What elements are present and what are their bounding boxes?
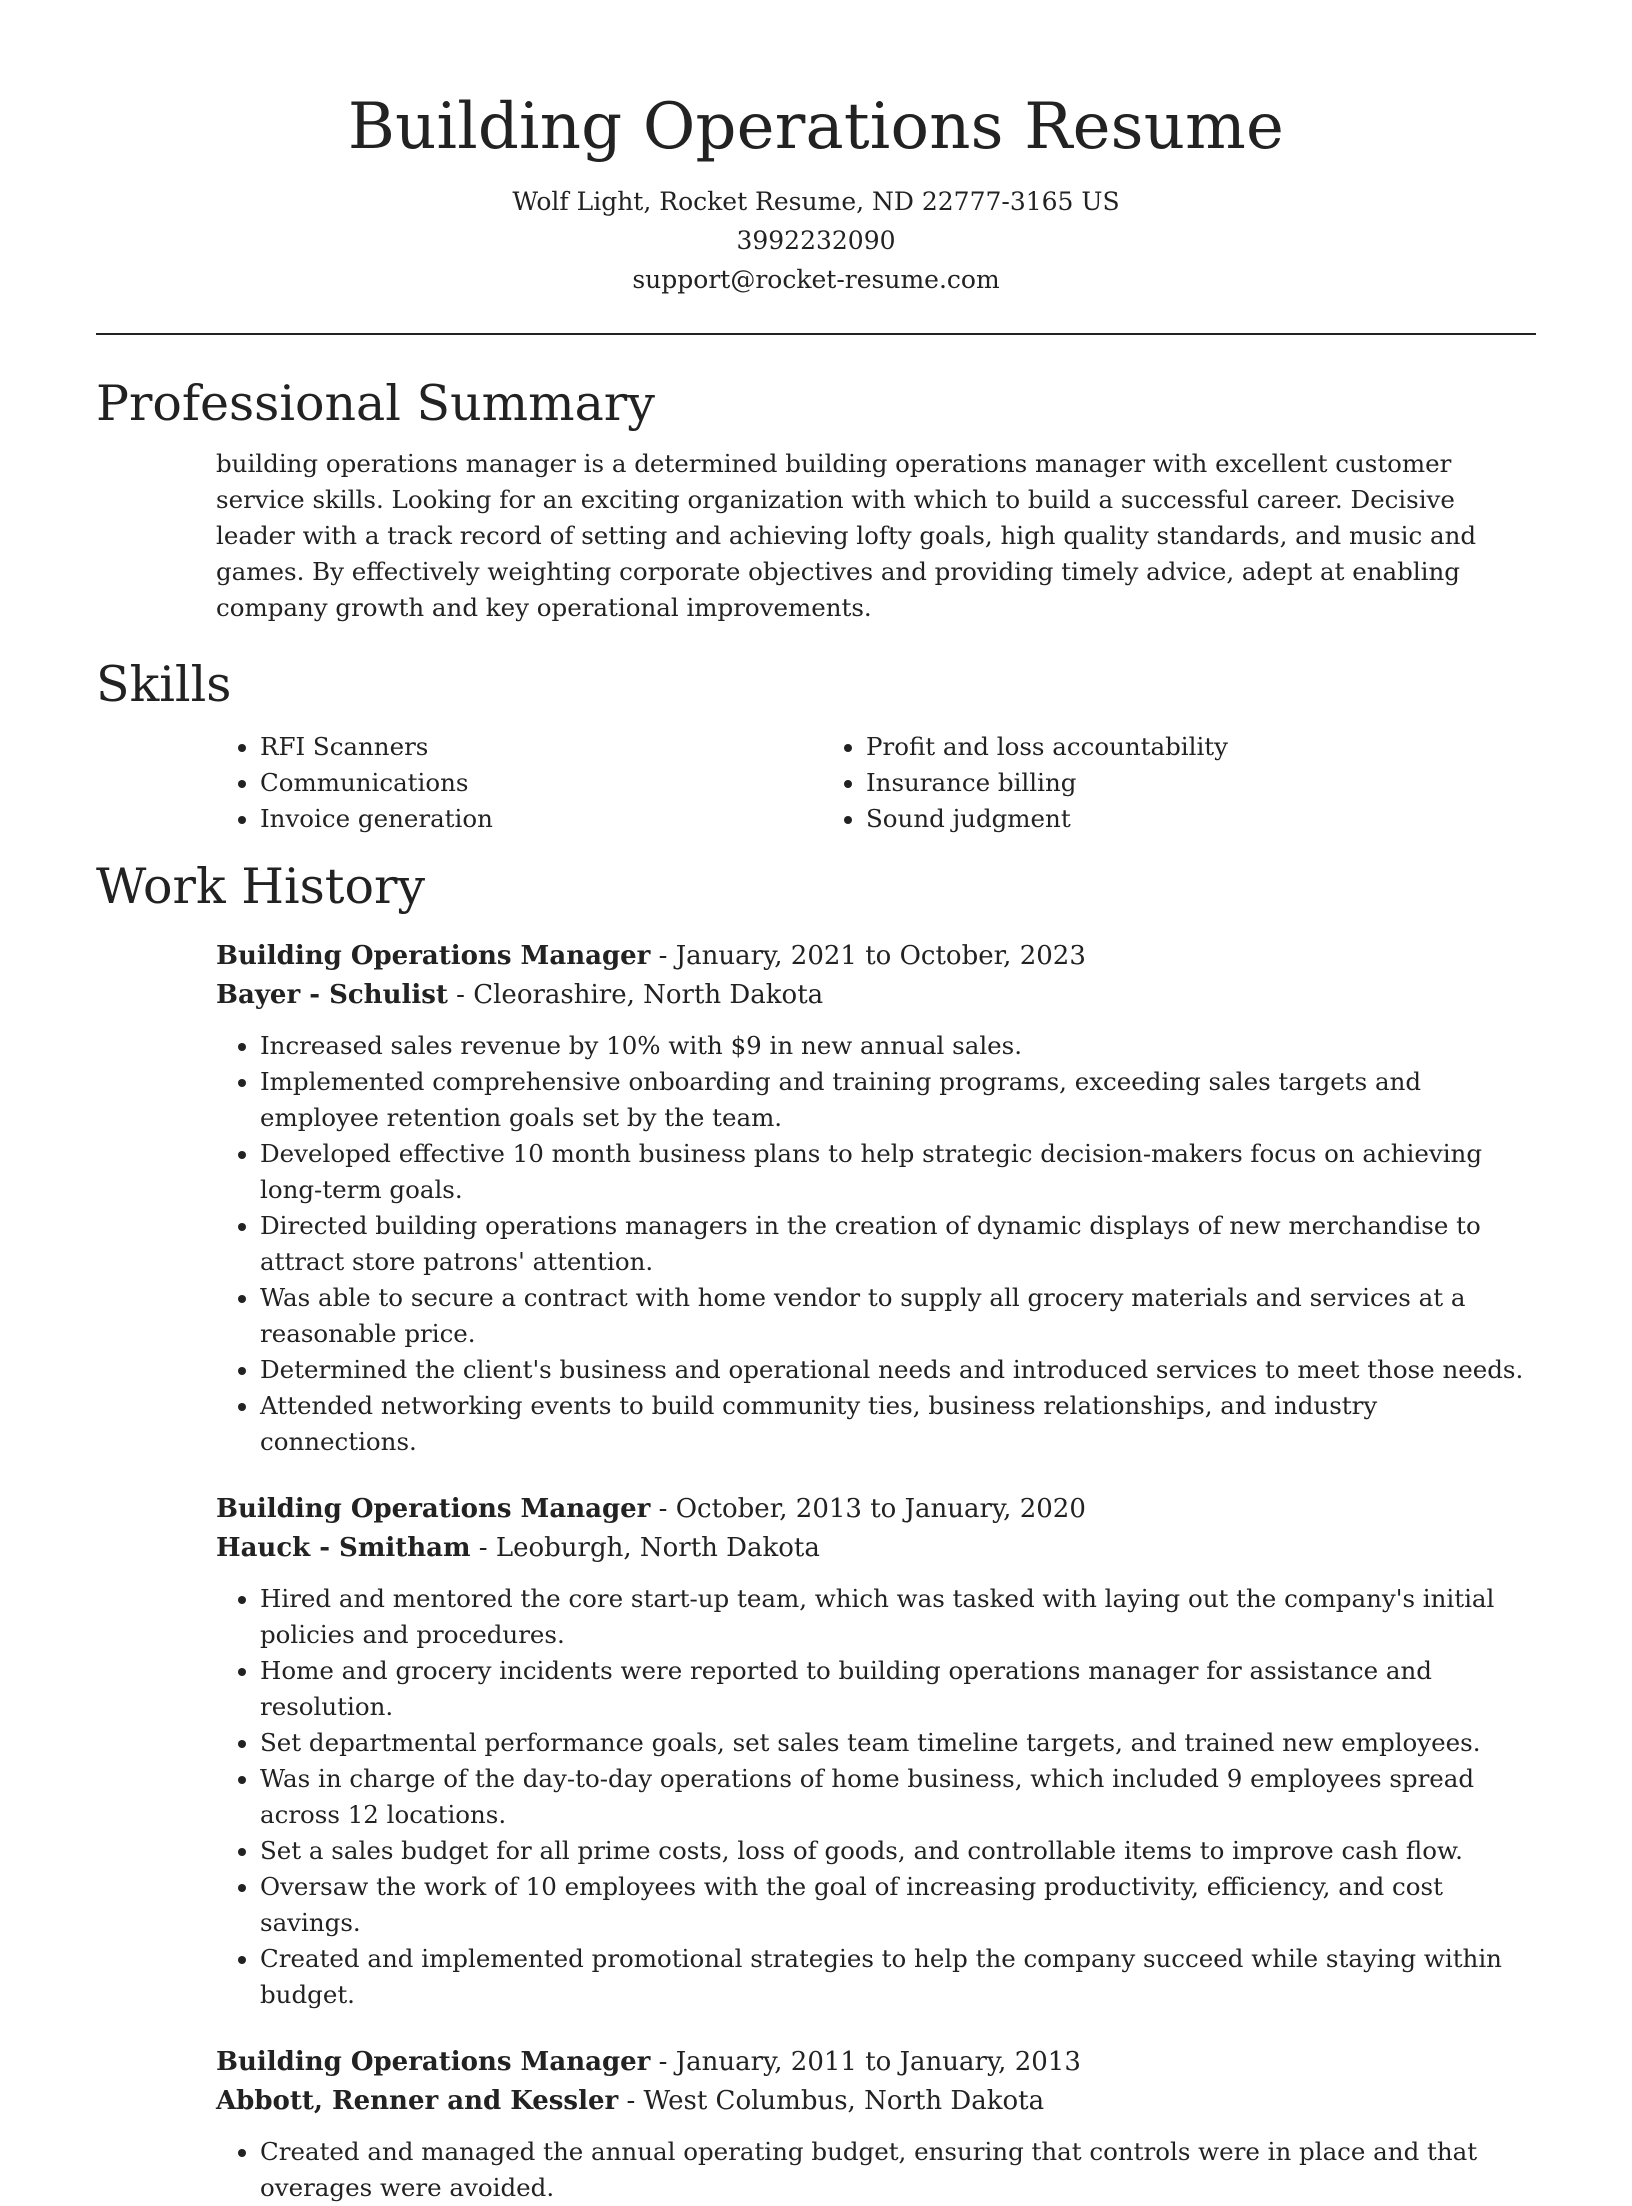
- skill-item: • Sound judgment: [866, 801, 1228, 837]
- job-title-line: Building Operations Manager - October, 2013 to January, 2020: [216, 1494, 1086, 1524]
- resume-header: [96, 0, 1536, 299]
- job-location: Cleorashire, North Dakota: [473, 980, 824, 1010]
- job-bullet: • Oversaw the work of 10 employees with the goal of increasing productivity, efficiency, and cost savings.: [260, 1869, 1536, 1941]
- job-bullet: • Directed building operations managers in the creation of dynamic displays of new merchandise to attract store patrons' attention.: [260, 1208, 1536, 1280]
- skills-column-left: [216, 729, 822, 837]
- skills-heading: Skills: [96, 656, 232, 713]
- skills-list: [216, 729, 1536, 837]
- job-company-line: Abbott, Renner and Kessler - West Columbus, North Dakota: [216, 2086, 1045, 2116]
- job-bullets: [216, 2134, 1536, 2206]
- job-company-line: Hauck - Smitham - Leoburgh, North Dakota: [216, 1533, 820, 1563]
- contact-address: Wolf Light, Rocket Resume, ND 22777-3165 US: [512, 187, 1120, 216]
- job-bullet: • Increased sales revenue by 10% with $9 in new annual sales.: [260, 1028, 1536, 1064]
- job-company: Abbott, Renner and Kessler: [216, 2086, 619, 2116]
- job-bullets: [216, 1581, 1536, 2013]
- job-bullet: • Home and grocery incidents were reported to building operations manager for assistance and resolution.: [260, 1653, 1536, 1725]
- summary-text: building operations manager is a determined building operations manager with excellent customer service skills. Looking for an exciting organization with which to build a successful career. Decisive leader with a track record of setting and achieving lofty goals, high quality standards, and music and games. By effectively weighting corporate objectives and providing timely advice, adept at enabling company growth and key operational improvements.: [216, 449, 1477, 622]
- resume-title: Building Operations Resume: [347, 90, 1285, 164]
- job-title-line: Building Operations Manager - January, 2011 to January, 2013: [216, 2047, 1081, 2077]
- contact-info: [96, 182, 1536, 299]
- job-entry: [216, 937, 1536, 1460]
- job-bullet: • Implemented comprehensive onboarding and training programs, exceeding sales targets and employee retention goals set by the team.: [260, 1064, 1536, 1136]
- job-title-line: Building Operations Manager - January, 2021 to October, 2023: [216, 941, 1086, 971]
- job-role: Building Operations Manager: [216, 2047, 651, 2077]
- job-location: West Columbus, North Dakota: [643, 2086, 1045, 2116]
- job-bullet: • Created and managed the annual operating budget, ensuring that controls were in place and that overages were avoided.: [260, 2134, 1536, 2206]
- job-bullet: • Created and implemented promotional strategies to help the company succeed while staying within budget.: [260, 1941, 1536, 2013]
- job-bullets: [216, 1028, 1536, 1460]
- job-company: Bayer - Schulist: [216, 980, 448, 1010]
- job-role: Building Operations Manager: [216, 1494, 651, 1524]
- job-bullet: • Attended networking events to build community ties, business relationships, and industry connections.: [260, 1388, 1536, 1460]
- contact-email: support@rocket-resume.com: [632, 265, 1000, 294]
- skill-item: • Profit and loss accountability: [866, 729, 1228, 765]
- job-role: Building Operations Manager: [216, 941, 651, 971]
- job-dates: October, 2013 to January, 2020: [675, 1494, 1086, 1524]
- job-bullet: • Hired and mentored the core start-up team, which was tasked with laying out the company's initial policies and procedures.: [260, 1581, 1536, 1653]
- job-bullet: • Developed effective 10 month business plans to help strategic decision-makers focus on achieving long-term goals.: [260, 1136, 1536, 1208]
- job-dates: January, 2011 to January, 2013: [675, 2047, 1081, 2077]
- job-company-line: Bayer - Schulist - Cleorashire, North Dakota: [216, 980, 824, 1010]
- contact-phone: 3992232090: [736, 226, 896, 255]
- skill-item: • Invoice generation: [260, 801, 822, 837]
- job-bullet: • Determined the client's business and operational needs and introduced services to meet those needs.: [260, 1352, 1536, 1388]
- job-bullet: • Set a sales budget for all prime costs, loss of goods, and controllable items to improve cash flow.: [260, 1833, 1536, 1869]
- job-bullet: • Was in charge of the day-to-day operations of home business, which included 9 employees spread across 12 locations.: [260, 1761, 1536, 1833]
- job-entry: [216, 2043, 1536, 2206]
- job-entry: [216, 1490, 1536, 2013]
- skill-item: • RFI Scanners: [260, 729, 822, 765]
- job-dates: January, 2021 to October, 2023: [675, 941, 1086, 971]
- skill-item: • Insurance billing: [866, 765, 1228, 801]
- job-company: Hauck - Smitham: [216, 1533, 471, 1563]
- job-location: Leoburgh, North Dakota: [495, 1533, 820, 1563]
- summary-heading: Professional Summary: [96, 375, 655, 432]
- skill-item: • Communications: [260, 765, 822, 801]
- header-divider: [96, 333, 1536, 335]
- job-bullet: • Set departmental performance goals, set sales team timeline targets, and trained new employees.: [260, 1725, 1536, 1761]
- job-bullet: • Was able to secure a contract with home vendor to supply all grocery materials and services at a reasonable price.: [260, 1280, 1536, 1352]
- skills-column-right: [822, 729, 1228, 837]
- work-history-heading: Work History: [96, 858, 426, 915]
